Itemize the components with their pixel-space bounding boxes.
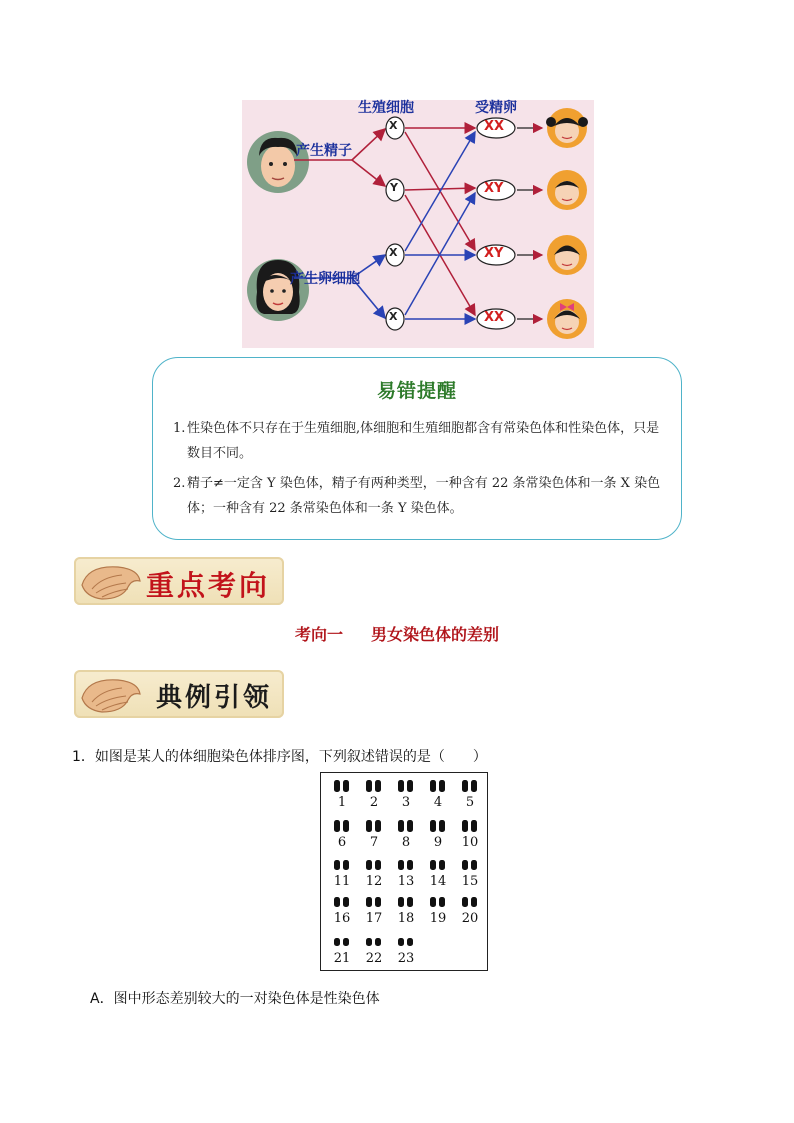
gamete-label: X [389, 119, 398, 132]
chromosome-glyph [357, 777, 391, 795]
chromosome-number: 6 [337, 835, 347, 850]
chromosome-pair [325, 893, 359, 927]
chromosome-pair [389, 893, 423, 927]
subheading-title: 男女染色体的差别 [371, 625, 500, 644]
zygote-label: XY [484, 181, 504, 196]
option-a[interactable]: A．图中形态差别较大的一对染色体是性染色体 [90, 991, 380, 1007]
chromosome-number: 10 [461, 835, 479, 850]
chromosome-pair [357, 817, 391, 851]
chromosome-number: 11 [333, 874, 351, 889]
chromosome-glyph [389, 777, 423, 795]
chromosome-glyph [357, 856, 391, 874]
germ-cells-label: 生殖细胞 [358, 100, 414, 116]
chromosome-pair [453, 856, 487, 890]
chromosome-number: 21 [333, 951, 351, 966]
chromosome-number: 20 [461, 911, 479, 926]
chromosome-glyph [453, 777, 487, 795]
reminder-title: 易错提醒 [376, 380, 457, 402]
chromosome-number: 2 [369, 795, 379, 810]
chromosome-pair [389, 856, 423, 890]
chromosome-pair [325, 777, 359, 811]
chromosome-number: 19 [429, 911, 447, 926]
chromosome-glyph [325, 893, 359, 911]
key-direction-banner [74, 557, 284, 605]
diagram-graphic [242, 100, 594, 348]
reminder-item-text: 性染色体不只存在于生殖细胞,体细胞和生殖细胞都含有常染色体和性染色体，只是数目不同。 [187, 421, 660, 461]
chromosome-number: 17 [365, 911, 383, 926]
chromosome-number: 23 [397, 951, 415, 966]
reminder-item-text: 精子≠一定含 Y 染色体，精子有两种类型，一种含有 22 条常染色体和一条 X 染色体；一种含有 22 条常染色体和一条 Y 染色体。 [187, 476, 661, 516]
chromosome-pair [357, 777, 391, 811]
zygote-label: XX [484, 119, 505, 134]
inheritance-diagram [242, 100, 594, 348]
chromosome-glyph [325, 856, 359, 874]
child-boy-icon [547, 170, 587, 210]
chromosome-number: 12 [365, 874, 383, 889]
chromosome-glyph [421, 893, 455, 911]
chromosome-glyph [325, 777, 359, 795]
chromosome-number: 13 [397, 874, 415, 889]
chromosome-pair [421, 856, 455, 890]
chromosome-glyph [389, 856, 423, 874]
reminder-item-number: 2. [173, 476, 186, 491]
chromosome-glyph [325, 817, 359, 835]
chromosome-glyph [325, 933, 359, 951]
child-girl-bow-icon [547, 299, 587, 339]
reminder-item [173, 416, 663, 466]
question-text: 1．如图是某人的体细胞染色体排序图，下列叙述错误的是（ ） [72, 749, 487, 765]
chromosome-number: 4 [433, 795, 443, 810]
chromosome-pair [325, 933, 359, 967]
child-girl-icon [546, 108, 588, 148]
example-banner [74, 670, 284, 718]
chromosome-number: 9 [433, 835, 443, 850]
produce-egg-label: 产生卵细胞 [290, 271, 360, 287]
chromosome-number: 22 [365, 951, 383, 966]
reminder-item [173, 471, 663, 521]
chromosome-glyph [453, 817, 487, 835]
fertilized-egg-label: 受精卵 [475, 100, 517, 116]
chromosome-glyph [357, 893, 391, 911]
chromosome-number: 16 [333, 911, 351, 926]
chromosome-glyph [421, 817, 455, 835]
chromosome-pair [421, 817, 455, 851]
chromosome-glyph [421, 856, 455, 874]
section-subheading [0, 622, 794, 645]
produce-sperm-label: 产生精子 [296, 143, 352, 159]
chromosome-glyph [453, 893, 487, 911]
chromosome-pair [389, 817, 423, 851]
chromosome-number: 1 [337, 795, 347, 810]
chromosome-glyph [453, 856, 487, 874]
chromosome-pair [357, 933, 391, 967]
chromosome-number: 3 [401, 795, 411, 810]
chromosome-glyph [389, 817, 423, 835]
chromosome-glyph [389, 893, 423, 911]
gamete-label: X [389, 310, 398, 323]
chromosome-number: 14 [429, 874, 447, 889]
chromosome-pair [389, 777, 423, 811]
conch-shell-icon [78, 672, 144, 716]
chromosome-number: 15 [461, 874, 479, 889]
banner-title: 重点考向 [146, 569, 271, 602]
chromosome-pair [325, 856, 359, 890]
chromosome-pair [453, 817, 487, 851]
chromosome-pair [421, 893, 455, 927]
chromosome-pair [357, 856, 391, 890]
chromosome-pair [357, 893, 391, 927]
chromosome-pair [325, 817, 359, 851]
zygote-label: XY [484, 246, 504, 261]
chromosome-pair [453, 777, 487, 811]
chromosome-number: 5 [465, 795, 475, 810]
chromosome-glyph [357, 933, 391, 951]
reminder-item-number: 1. [173, 421, 186, 436]
chromosome-glyph [357, 817, 391, 835]
karyotype-figure [320, 772, 488, 971]
zygote-ovals [477, 118, 515, 329]
banner-title: 典例引领 [156, 683, 273, 713]
chromosome-glyph [389, 933, 423, 951]
chromosome-pair [453, 893, 487, 927]
subheading-prefix: 考向一 [294, 625, 343, 644]
chromosome-number: 8 [401, 835, 411, 850]
chromosome-glyph [421, 777, 455, 795]
conch-shell-icon [78, 559, 144, 603]
chromosome-number: 18 [397, 911, 415, 926]
child-boy-icon-2 [547, 235, 587, 275]
error-reminder-box [152, 357, 682, 540]
zygote-label: XX [484, 310, 505, 325]
gamete-circles [386, 117, 404, 330]
chromosome-pair [421, 777, 455, 811]
chromosome-pair [389, 933, 423, 967]
chromosome-number: 7 [369, 835, 379, 850]
gamete-label: X [389, 246, 398, 259]
gamete-label: Y [390, 181, 398, 194]
